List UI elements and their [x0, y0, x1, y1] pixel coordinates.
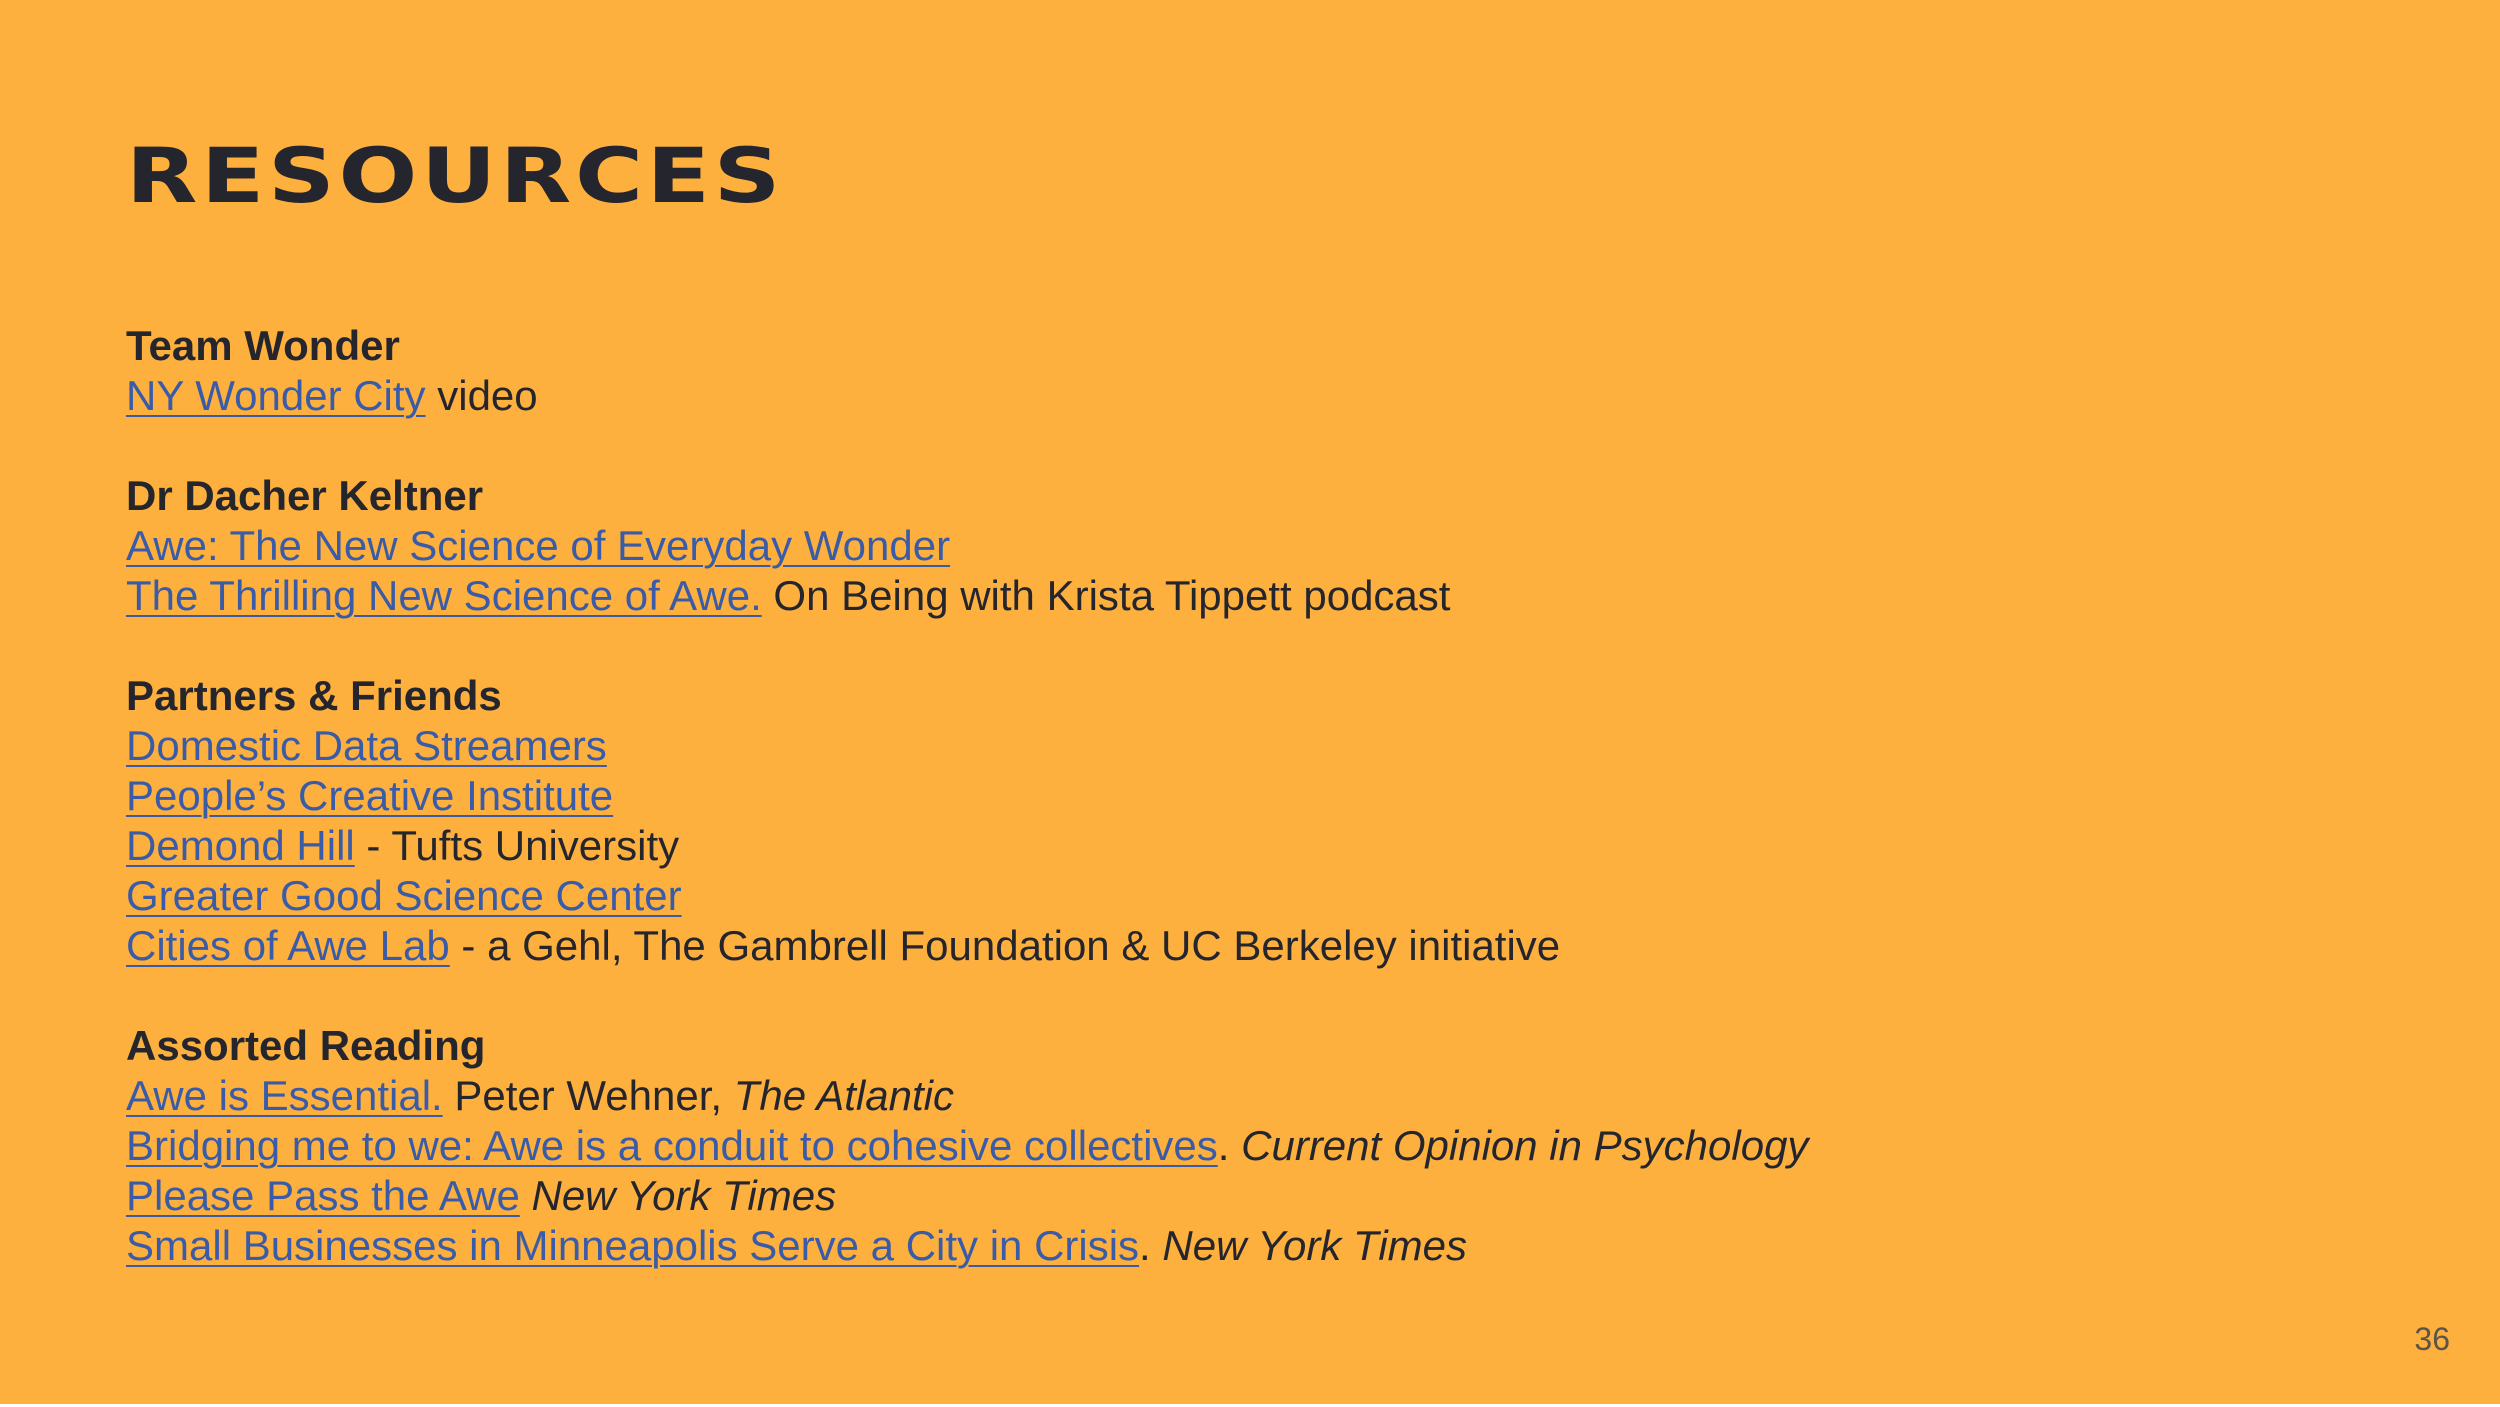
- resource-item: [126, 1171, 2326, 1221]
- resource-link[interactable]: Domestic Data Streamers: [126, 722, 607, 769]
- resource-item: [126, 771, 2326, 821]
- resource-item: [126, 1221, 2326, 1271]
- publication-name: New York Times: [531, 1172, 837, 1219]
- resource-link[interactable]: Awe: The New Science of Everyday Wonder: [126, 522, 951, 569]
- resource-item: [126, 571, 2326, 621]
- section-heading: Assorted Reading: [126, 1022, 486, 1069]
- publication-name: The Atlantic: [733, 1072, 954, 1119]
- publication-name: Current Opinion in Psychology: [1241, 1122, 1809, 1169]
- resource-item: [126, 721, 2326, 771]
- section-heading: Partners & Friends: [126, 672, 502, 719]
- resource-description: On Being with Krista Tippett podcast: [761, 572, 1451, 619]
- resource-item: [126, 821, 2326, 871]
- resource-link[interactable]: People’s Creative Institute: [126, 772, 614, 819]
- resource-description: .: [1217, 1122, 1242, 1169]
- resource-item: [126, 371, 2326, 421]
- resource-description: Peter Wehner,: [442, 1072, 734, 1119]
- publication-name: New York Times: [1162, 1222, 1467, 1269]
- resource-description: [520, 1172, 532, 1219]
- resources-list: [126, 321, 2326, 1321]
- resource-link[interactable]: NY Wonder City: [126, 372, 426, 419]
- resource-item: [126, 1071, 2326, 1121]
- resource-link[interactable]: Demond Hill: [126, 822, 355, 869]
- resource-description: - Tufts University: [354, 822, 680, 869]
- resource-item: [126, 521, 2326, 571]
- section-heading: Team Wonder: [126, 322, 400, 369]
- page-title: RESOURCES: [126, 131, 785, 220]
- resource-item: [126, 1121, 2326, 1171]
- resource-description: - a Gehl, The Gambrell Foundation & UC Berkeley initiative: [449, 922, 1561, 969]
- resource-link[interactable]: Greater Good Science Center: [126, 872, 682, 919]
- resource-link[interactable]: Bridging me to we: Awe is a conduit to cohesive collectives: [126, 1122, 1218, 1169]
- section-dacher-keltner: [126, 471, 2326, 621]
- resource-item: [126, 921, 2326, 971]
- resource-link[interactable]: Cities of Awe Lab: [126, 922, 450, 969]
- section-partners-friends: [126, 671, 2326, 971]
- resource-link[interactable]: Small Businesses in Minneapolis Serve a City in Crisis: [126, 1222, 1140, 1269]
- section-team-wonder: [126, 321, 2326, 421]
- resource-description: .: [1139, 1222, 1163, 1269]
- resource-link[interactable]: Awe is Essential.: [126, 1072, 443, 1119]
- page-number: 36: [2414, 1321, 2450, 1357]
- resource-item: [126, 871, 2326, 921]
- section-assorted-reading: [126, 1021, 2326, 1271]
- section-heading: Dr Dacher Keltner: [126, 472, 484, 519]
- resource-link[interactable]: Please Pass the Awe: [126, 1172, 520, 1219]
- resource-description: video: [425, 372, 538, 419]
- resource-link[interactable]: The Thrilling New Science of Awe.: [126, 572, 762, 619]
